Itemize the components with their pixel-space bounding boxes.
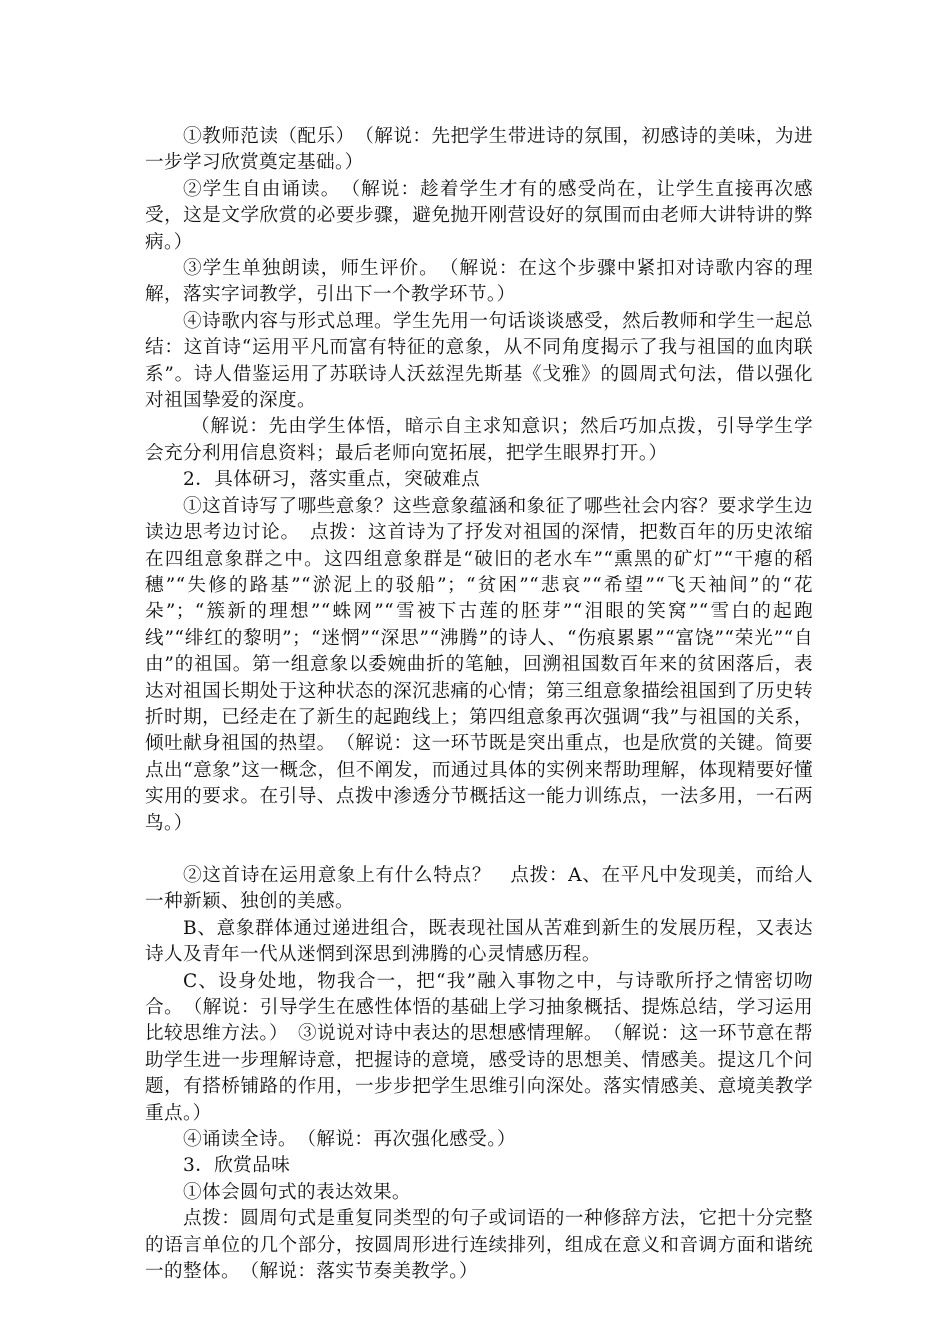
section-heading-2: 2．具体研习，落实重点，突破难点 xyxy=(183,469,481,491)
paragraph-periodic-sentence: ①体会圆句式的表达效果。 xyxy=(183,1181,411,1203)
paragraph-periodic-explanation: 点拨：圆周句式是重复同类型的句子或词语的一种修辞方法，它把十分完整的语言单位的几个部分，按圆周形进行连续排列，组成在意义和音调方面和谐统一的整体。 （解说：落实节奏美教学。） xyxy=(145,1208,813,1283)
paragraph-individual-reading: ③学生单独朗读，师生评价。 （解说：在这个步骤中紧扣对诗歌内容的理解，落实字词教学，引出下一个教学环节。） xyxy=(145,258,813,306)
paragraph-imagery-question: ①这首诗写了哪些意象？这些意象蕴涵和象征了哪些社会内容？要求学生边读边思考边讨论。 点拨：这首诗为了抒发对祖国的深情，把数百年的历史浓缩在四组意象群之中。这四组意象群是“破旧的老水车”“熏黑的矿灯”“干瘪的稻穗”“失修的路基”“淤泥上的驳船”；“贫困”“悲哀”“希望”“飞天袖间”的“花朵”；“簇新的理想”“蛛网”“雪被下古莲的胚芽”“泪眼的笑窝”“雪白的起跑线”“绯红的黎明”；“迷惘”“深思”“沸腾”的诗人、“伤痕累累”“富饶”“荣光”“自由”的祖国。第一组意象以委婉曲折的笔触，回溯祖国数百年来的贫困落后，表达对祖国长期处于这种状态的深沉悲痛的心情；第三组意象描绘祖国到了历史转折时期，已经走在了新生的起跑线上；第四组意象再次强调“我”与祖国的关系，倾吐献身祖国的热望。 （解说：这一环节既是突出重点，也是欣赏的关键。简要点出“意象”这一概念，但不阐发，而通过具体的实例来帮助理解，体现精要好懂实用的要求。在引导、点拨中渗透分节概括这一能力训练点，一法多用，一石两鸟。） xyxy=(145,495,813,834)
paragraph-free-recitation: ②学生自由诵读。 （解说：趁着学生才有的感受尚在，让学生直接再次感受，这是文学欣赏的必要步骤，避免抛开刚营设好的氛围而由老师大讲特讲的弊病。） xyxy=(145,178,813,253)
paragraph-summary-commentary: （解说：先由学生体悟，暗示自主求知意识；然后巧加点拨，引导学生学会充分利用信息资料；最后老师向宽拓展，把学生眼界打开。） xyxy=(145,416,813,464)
document-body xyxy=(145,124,813,1285)
paragraph-imagery-features: ②这首诗在运用意象上有什么特点？ 点拨：A、在平凡中发现美，而给人一种新颖、独创的美感。 xyxy=(145,864,813,913)
paragraph-recite-poem: ④诵读全诗。 （解说：再次强化感受。） xyxy=(183,1129,516,1151)
paragraph-spacer xyxy=(145,837,813,863)
paragraph-content-summary: ④诗歌内容与形式总理。学生先用一句话谈谈感受，然后教师和学生一起总结：这首诗“运用平凡而富有特征的意象，从不同角度揭示了我与祖国的血肉联系”。诗人借鉴运用了苏联诗人沃兹涅先斯基《戈雅》的圆周式句法，借以强化对祖国挚爱的深度。 xyxy=(145,310,813,412)
paragraph-point-c: C、设身处地，物我合一，把“我”融入事物之中，与诗歌所抒之情密切吻合。 （解说：引导学生在感性体悟的基础上学习抽象概括、提炼总结，学习运用比较思维方法。） ③说说对诗中表达的思想感情理解。 （解说：这一环节意在帮助学生进一步理解诗意，把握诗的意境，感受诗的思想美、情感美。提这几个问题，有搭桥铺路的作用，一步步把学生思维引向深处。落实情感美、意境美教学重点。） xyxy=(145,970,813,1124)
paragraph-point-b: B、意象群体通过递进组合，既表现社国从苦难到新生的发展历程，又表达诗人及青年一代从迷惘到深思到沸腾的心灵情感历程。 xyxy=(145,917,813,966)
section-heading-3: 3．欣赏品味 xyxy=(183,1155,291,1177)
paragraph-teacher-reading: ①教师范读（配乐） （解说：先把学生带进诗的氛围，初感诗的美味，为进一步学习欣赏奠定基础。） xyxy=(145,126,813,174)
